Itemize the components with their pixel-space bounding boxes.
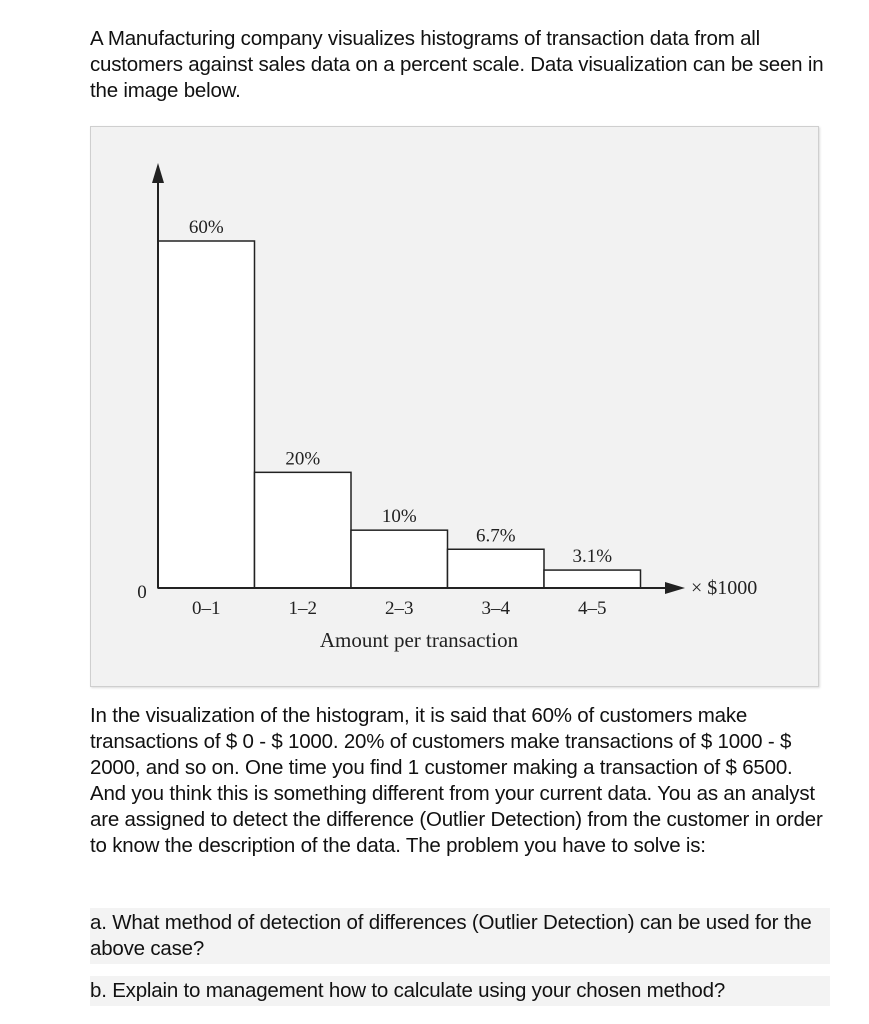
x-axis-title: Amount per transaction xyxy=(319,628,519,652)
histogram-bar xyxy=(158,241,255,588)
x-tick-label: 1–2 xyxy=(288,598,317,619)
histogram-bar xyxy=(255,472,352,588)
x-axis-arrow-icon xyxy=(665,582,685,594)
bar-value-label: 60% xyxy=(188,217,224,238)
x-tick-label: 4–5 xyxy=(578,598,607,619)
histogram-bar xyxy=(448,549,545,588)
x-tick-label: 0–1 xyxy=(192,598,221,619)
body-paragraph: In the visualization of the histogram, it is said that 60% of customers make transactions of $ 0 - $ 1000. 20% of customers make transactions of $ 1000 - $ 2000, and so on. One time you find 1 customer making a transaction of $ 6500. And you think this is something different from your current data. You as an analyst are assigned to detect the difference (Outlier Detection) from the customer in order to know the description of the data. The problem you have to solve is: xyxy=(90,703,830,859)
intro-paragraph: A Manufacturing company visualizes histograms of transaction data from all customers against sales data on a percent scale. Data visualization can be seen in the image below. xyxy=(90,27,824,102)
bar-value-label: 3.1% xyxy=(572,546,613,568)
y-origin-label: 0 xyxy=(137,582,147,603)
question-a: a. What method of detection of differences (Outlier Detection) can be used for the above case? xyxy=(90,908,830,964)
bar-value-label: 10% xyxy=(381,506,417,528)
bar-value-label: 6.7% xyxy=(475,525,516,547)
x-unit-label: × $1000 xyxy=(691,577,758,599)
y-axis-arrow-icon xyxy=(152,163,164,183)
histogram-bar xyxy=(351,530,448,588)
histogram-figure xyxy=(90,126,819,687)
x-tick-label: 2–3 xyxy=(385,598,414,619)
x-tick-label: 3–4 xyxy=(481,598,510,619)
histogram-bar xyxy=(544,570,641,588)
bar-value-label: 20% xyxy=(285,448,321,470)
question-b: b. Explain to management how to calculate using your chosen method? xyxy=(90,976,830,1006)
histogram-chart xyxy=(91,127,818,686)
